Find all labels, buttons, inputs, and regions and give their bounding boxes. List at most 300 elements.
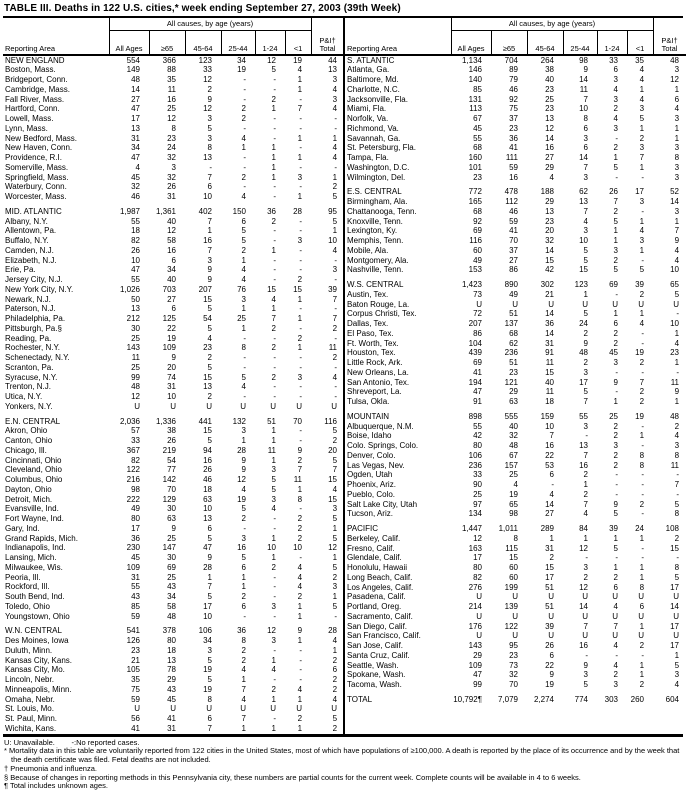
value-cell: - <box>273 75 276 84</box>
city-row <box>3 143 344 153</box>
value-cell: 4 <box>513 480 518 489</box>
value-cell: 4 <box>674 431 680 441</box>
value-cell: 1 <box>639 563 645 572</box>
value-cell: 4 <box>271 665 276 675</box>
value-cell: 36 <box>545 319 554 328</box>
value-cell: 111 <box>505 153 518 162</box>
reporting-area-cell: Lynn, Mass. <box>5 123 48 133</box>
value-cell: 30 <box>131 323 140 333</box>
value-cell: 10 <box>293 543 303 553</box>
value-cell: 54 <box>203 314 212 323</box>
reporting-area-cell: Charlotte, N.C. <box>347 84 400 94</box>
reporting-area-cell: E.S. CENTRAL <box>347 187 402 197</box>
footnote: † Pneumonia and influenza. <box>4 763 97 773</box>
value-cell: 14 <box>670 197 680 206</box>
value-cell: 4 <box>639 65 645 75</box>
reporting-area-cell: New Orleans, La. <box>347 367 409 377</box>
value-cell: 2 <box>639 387 645 397</box>
value-cell: 3 <box>613 245 618 255</box>
value-cell: 48 <box>670 55 680 65</box>
reporting-area-cell: Houston, Tex. <box>347 348 396 358</box>
value-cell: 2 <box>332 684 338 694</box>
value-cell: 1 <box>297 314 303 323</box>
reporting-area-cell: Las Vegas, Nev. <box>347 460 405 470</box>
value-cell: 31 <box>545 543 554 553</box>
value-cell: 7 <box>613 621 618 631</box>
value-cell: 1 <box>297 75 303 84</box>
value-cell: 1 <box>583 289 588 299</box>
value-cell: 47 <box>473 670 482 680</box>
value-cell: 1 <box>271 426 276 436</box>
reporting-area-cell: New Haven, Conn. <box>5 143 73 153</box>
value-cell: 2 <box>613 143 618 153</box>
value-cell: 82 <box>131 236 140 245</box>
value-cell: 5 <box>583 245 588 255</box>
value-cell: 1 <box>297 343 303 353</box>
city-row <box>345 197 686 207</box>
value-cell: 26 <box>545 641 554 650</box>
value-cell: 2 <box>332 723 338 733</box>
reporting-area-cell: Pueblo, Colo. <box>347 489 396 499</box>
value-cell: 5 <box>613 509 618 519</box>
value-cell: 89 <box>509 65 518 75</box>
value-cell: 22 <box>545 660 554 670</box>
value-cell: - <box>299 553 303 562</box>
value-cell: 70 <box>509 680 518 689</box>
value-cell: 4 <box>241 133 246 143</box>
value-cell: - <box>273 382 276 392</box>
value-cell: 92 <box>509 94 518 104</box>
value-cell: U <box>296 704 303 714</box>
value-cell: 20 <box>545 226 554 236</box>
value-cell: 3 <box>674 162 680 172</box>
value-cell: 2 <box>583 470 588 480</box>
footnote: U: Unavailable. -:No reported cases. <box>4 737 140 747</box>
value-cell: 2 <box>613 206 618 216</box>
value-cell: 23 <box>509 123 518 133</box>
value-cell: 59 <box>131 611 140 621</box>
value-cell: - <box>273 236 276 245</box>
value-cell: 1 <box>271 245 276 255</box>
reporting-area-cell: Milwaukee, Wis. <box>5 562 63 572</box>
value-cell: 10 <box>670 319 680 328</box>
value-cell: 6 <box>613 65 618 75</box>
value-cell: 4 <box>241 192 246 201</box>
value-cell: 194 <box>468 377 482 387</box>
reporting-area-cell: San Diego, Calif. <box>347 621 408 631</box>
value-cell: 58 <box>167 236 176 245</box>
value-cell: 7,079 <box>497 694 518 704</box>
value-cell: 7 <box>583 397 588 406</box>
value-cell: - <box>243 94 246 104</box>
value-cell: - <box>273 392 276 401</box>
value-cell: 25 <box>545 94 554 104</box>
value-cell: - <box>299 143 303 153</box>
value-cell: 1 <box>271 533 276 543</box>
value-cell: - <box>273 265 276 275</box>
column-header: 25-44 <box>221 31 255 55</box>
reporting-area-cell: Springfield, Mass. <box>5 172 69 182</box>
value-cell: U <box>673 299 680 309</box>
value-cell: 14 <box>545 245 554 255</box>
value-cell: 5 <box>332 601 338 611</box>
value-cell: 366 <box>162 55 176 65</box>
value-cell: U <box>582 299 588 309</box>
value-cell: 6 <box>639 602 645 611</box>
value-cell: 5 <box>583 387 588 397</box>
value-cell: - <box>299 216 303 226</box>
value-cell: 1,423 <box>461 280 482 289</box>
value-cell: 4 <box>297 562 303 572</box>
value-cell: 48 <box>670 411 680 421</box>
city-row <box>345 622 686 632</box>
reporting-area-cell: W.S. CENTRAL <box>347 280 404 289</box>
value-cell: 264 <box>540 55 554 65</box>
value-cell: 7 <box>583 621 588 631</box>
reporting-area-cell: Tampa, Fla. <box>347 153 389 162</box>
value-cell: 2 <box>207 84 212 94</box>
value-cell: 12 <box>579 582 588 592</box>
value-cell: 121 <box>504 377 518 387</box>
value-cell: 23 <box>203 343 212 353</box>
value-cell: 17 <box>670 621 680 631</box>
value-cell: 105 <box>126 665 140 675</box>
reporting-area-cell: Pittsburgh, Pa.§ <box>5 323 62 333</box>
value-cell: 1 <box>241 436 246 445</box>
value-cell: 150 <box>232 206 246 216</box>
value-cell: 9 <box>241 455 246 465</box>
value-cell: 11 <box>670 460 680 470</box>
value-cell: 16 <box>545 441 554 450</box>
value-cell: 441 <box>198 416 212 426</box>
region-total-row <box>345 55 686 66</box>
value-cell: 36 <box>131 533 140 543</box>
city-row <box>345 348 686 358</box>
value-cell: 76 <box>237 284 246 294</box>
value-cell: 19 <box>203 665 212 675</box>
city-row <box>345 143 686 153</box>
value-cell: 55 <box>473 133 482 143</box>
value-cell: 1 <box>639 84 645 94</box>
value-cell: 1 <box>674 650 680 660</box>
value-cell: - <box>676 367 680 377</box>
value-cell: 9 <box>613 377 618 387</box>
value-cell: 69 <box>473 226 482 236</box>
value-cell: - <box>334 162 338 172</box>
reporting-area-cell: Montgomery, Ala. <box>347 255 409 265</box>
value-cell: U <box>612 592 618 602</box>
value-cell: 49 <box>473 255 482 265</box>
value-cell: 134 <box>468 509 482 519</box>
reporting-area-cell: Lowell, Mass. <box>5 114 54 123</box>
value-cell: - <box>299 123 303 133</box>
city-row <box>345 256 686 266</box>
value-cell: 6 <box>549 650 554 660</box>
value-cell: 17 <box>670 582 680 592</box>
value-cell: U <box>476 299 482 309</box>
reporting-area-cell: Dallas, Tex. <box>347 319 389 328</box>
value-cell: 4 <box>549 172 554 182</box>
reporting-area-cell: Little Rock, Ark. <box>347 358 403 367</box>
value-cell: 2 <box>207 392 212 401</box>
column-header: 1-24 <box>597 31 627 55</box>
value-cell: - <box>334 114 338 123</box>
value-cell: 85 <box>473 84 482 94</box>
value-cell: - <box>273 645 276 655</box>
reporting-area-cell: Los Angeles, Calif. <box>347 582 414 592</box>
city-row <box>3 285 344 295</box>
value-cell: 2 <box>639 641 645 650</box>
value-cell: - <box>299 226 303 236</box>
value-cell: 65 <box>670 280 680 289</box>
value-cell: - <box>334 333 338 343</box>
value-cell: - <box>676 470 680 480</box>
value-cell: - <box>273 714 276 723</box>
city-row <box>3 85 344 95</box>
reporting-area-cell: Peoria, Ill. <box>5 572 41 582</box>
value-cell: - <box>641 489 645 499</box>
value-cell: 109 <box>126 562 140 572</box>
value-cell: 5 <box>241 236 246 245</box>
city-row <box>345 441 686 451</box>
value-cell: 37 <box>509 114 518 123</box>
value-cell: - <box>641 650 645 660</box>
reporting-area-cell: Norfolk, Va. <box>347 114 389 123</box>
region-total-row <box>345 524 686 534</box>
value-cell: 303 <box>604 694 618 704</box>
value-cell: 219 <box>162 445 176 455</box>
value-cell: U <box>270 704 276 714</box>
value-cell: 45 <box>131 172 140 182</box>
reporting-area-cell: Akron, Ohio <box>5 426 48 436</box>
value-cell: 32 <box>167 153 176 162</box>
value-cell: U <box>270 401 276 411</box>
reporting-area-cell: Albuquerque, N.M. <box>347 421 414 431</box>
reporting-area-cell: Jacksonville, Fla. <box>347 94 408 104</box>
value-cell: - <box>243 182 246 192</box>
value-cell: 11 <box>545 358 554 367</box>
value-cell: 153 <box>468 265 482 275</box>
value-cell: 84 <box>579 524 588 533</box>
value-cell: 15 <box>545 563 554 572</box>
value-cell: 276 <box>468 582 482 592</box>
value-cell: 30 <box>167 504 176 514</box>
city-row <box>345 114 686 124</box>
city-row <box>3 217 344 227</box>
value-cell: 3 <box>674 114 680 123</box>
value-cell: 13 <box>131 123 140 133</box>
value-cell: 23 <box>545 216 554 226</box>
value-cell: 1 <box>549 533 554 543</box>
value-cell: 774 <box>574 694 588 704</box>
value-cell: 8 <box>207 143 212 153</box>
value-cell: - <box>641 338 645 348</box>
reporting-area-cell: Newark, N.J. <box>5 294 51 304</box>
value-cell: 3 <box>332 94 338 104</box>
value-cell: 12 <box>545 123 554 133</box>
city-row <box>3 95 344 105</box>
value-cell: 6 <box>613 319 618 328</box>
value-cell: 5 <box>241 372 246 382</box>
value-cell: 10 <box>131 255 140 265</box>
value-cell: 5 <box>207 592 212 601</box>
value-cell: 47 <box>473 387 482 397</box>
reporting-area-cell: Seattle, Wash. <box>347 660 399 670</box>
value-cell: 6 <box>241 216 246 226</box>
value-cell: U <box>476 592 482 602</box>
value-cell: - <box>641 206 645 216</box>
value-cell: 7 <box>583 499 588 509</box>
value-cell: 1 <box>241 143 246 153</box>
value-cell: 70 <box>509 236 518 245</box>
value-cell: - <box>551 480 554 489</box>
reporting-area-cell: Colo. Springs, Colo. <box>347 441 419 450</box>
reporting-area-cell: Grand Rapids, Mich. <box>5 533 78 543</box>
value-cell: 1,336 <box>155 416 176 426</box>
value-cell: 1 <box>639 431 645 441</box>
value-cell: 25 <box>509 470 518 480</box>
reporting-area-cell: Boise, Idaho <box>347 431 392 441</box>
value-cell: 42 <box>545 265 554 275</box>
city-row <box>3 436 344 446</box>
value-cell: 2 <box>241 245 246 255</box>
value-cell: 39 <box>328 284 338 294</box>
value-cell: 26 <box>167 182 176 192</box>
column-header: All Ages <box>451 31 491 55</box>
value-cell: 41 <box>167 714 176 723</box>
value-cell: 115 <box>505 543 518 553</box>
value-cell: 82 <box>473 572 482 582</box>
value-cell: 78 <box>167 665 176 675</box>
value-cell: 5 <box>207 304 212 314</box>
value-cell: 10 <box>545 421 554 431</box>
reporting-area-cell: Long Beach, Calif. <box>347 572 413 582</box>
value-cell: 16 <box>579 641 588 650</box>
value-cell: 46 <box>509 84 518 94</box>
value-cell: 3 <box>613 358 618 367</box>
value-cell: - <box>243 84 246 94</box>
value-cell: 32 <box>509 670 518 680</box>
value-cell: 17 <box>203 601 212 611</box>
value-cell: 3 <box>674 65 680 75</box>
value-cell: 29 <box>509 387 518 397</box>
value-cell: - <box>641 255 645 265</box>
value-cell: 4 <box>332 143 338 153</box>
value-cell: 10 <box>328 236 338 245</box>
value-cell: 1 <box>639 660 645 670</box>
value-cell: 27 <box>131 94 140 104</box>
value-cell: 1 <box>639 162 645 172</box>
value-cell: - <box>299 426 303 436</box>
reporting-area-cell: Miami, Fla. <box>347 104 387 114</box>
value-cell: 8 <box>241 636 246 645</box>
value-cell: 165 <box>468 197 482 206</box>
city-row <box>345 451 686 461</box>
value-cell: - <box>641 441 645 450</box>
city-row <box>345 500 686 510</box>
value-cell: 5 <box>207 655 212 665</box>
value-cell: 2,036 <box>119 416 140 426</box>
value-cell: 236 <box>504 348 518 358</box>
value-cell: 188 <box>540 187 554 197</box>
value-cell: 2 <box>674 421 680 431</box>
value-cell: 11 <box>670 377 680 387</box>
reporting-area-cell: Chattanooga, Tenn. <box>347 206 417 216</box>
city-row <box>3 163 344 173</box>
reporting-area-cell: Wichita, Kans. <box>5 723 57 733</box>
value-cell: 10 <box>267 543 276 553</box>
value-cell: 12 <box>167 114 176 123</box>
value-cell: 3 <box>583 172 588 182</box>
reporting-area-cell: Bridgeport, Conn. <box>5 75 68 84</box>
value-cell: 28 <box>203 562 212 572</box>
reporting-area-cell: Trenton, N.J. <box>5 382 51 392</box>
column-header-pi-total: P&I† Total <box>653 31 686 55</box>
value-cell: 554 <box>126 55 140 65</box>
column-header: 1-24 <box>255 31 285 55</box>
value-cell: 2 <box>332 353 338 362</box>
value-cell: 47 <box>131 153 140 162</box>
value-cell: 7 <box>271 314 276 323</box>
value-cell: 113 <box>469 104 482 114</box>
value-cell: 17 <box>131 114 140 123</box>
value-cell: 2 <box>271 372 276 382</box>
value-cell: 1 <box>332 226 338 236</box>
value-cell: 15 <box>267 284 276 294</box>
value-cell: 1 <box>613 397 618 406</box>
city-row <box>3 675 344 685</box>
value-cell: - <box>615 480 618 489</box>
city-row <box>3 714 344 724</box>
value-cell: 12 <box>267 626 276 636</box>
value-cell: - <box>243 123 246 133</box>
reporting-area-cell: Santa Cruz, Calif. <box>347 650 410 660</box>
value-cell: 80 <box>131 514 140 523</box>
city-row <box>345 651 686 661</box>
value-cell: 46 <box>203 475 212 484</box>
value-cell: 1 <box>271 104 276 114</box>
value-cell: - <box>273 353 276 362</box>
reporting-area-cell: TOTAL <box>347 694 373 704</box>
value-cell: 51 <box>509 309 518 319</box>
value-cell: 8 <box>171 123 176 133</box>
value-cell: 59 <box>131 694 140 704</box>
value-cell: 116 <box>469 236 482 245</box>
value-cell: U <box>548 592 554 602</box>
value-cell: 72 <box>473 309 482 319</box>
value-cell: 47 <box>131 265 140 275</box>
value-cell: U <box>673 611 680 621</box>
value-cell: - <box>641 172 645 182</box>
value-cell: 16 <box>509 172 518 182</box>
value-cell: 1 <box>332 645 338 655</box>
deaths-table <box>3 16 683 737</box>
reporting-area-cell: New Bedford, Mass. <box>5 133 78 143</box>
value-cell: 67 <box>473 114 482 123</box>
value-cell: 2 <box>613 572 618 582</box>
city-row <box>345 300 686 310</box>
value-cell: 33 <box>473 470 482 480</box>
value-cell: 48 <box>131 75 140 84</box>
value-cell: 95 <box>328 206 338 216</box>
value-cell: 207 <box>468 319 482 328</box>
value-cell: 2 <box>639 680 645 689</box>
value-cell: 5 <box>613 543 618 553</box>
value-cell: 3 <box>271 494 276 504</box>
value-cell: 2 <box>241 514 246 523</box>
value-cell: 4 <box>332 245 338 255</box>
value-cell: 1 <box>297 694 303 704</box>
